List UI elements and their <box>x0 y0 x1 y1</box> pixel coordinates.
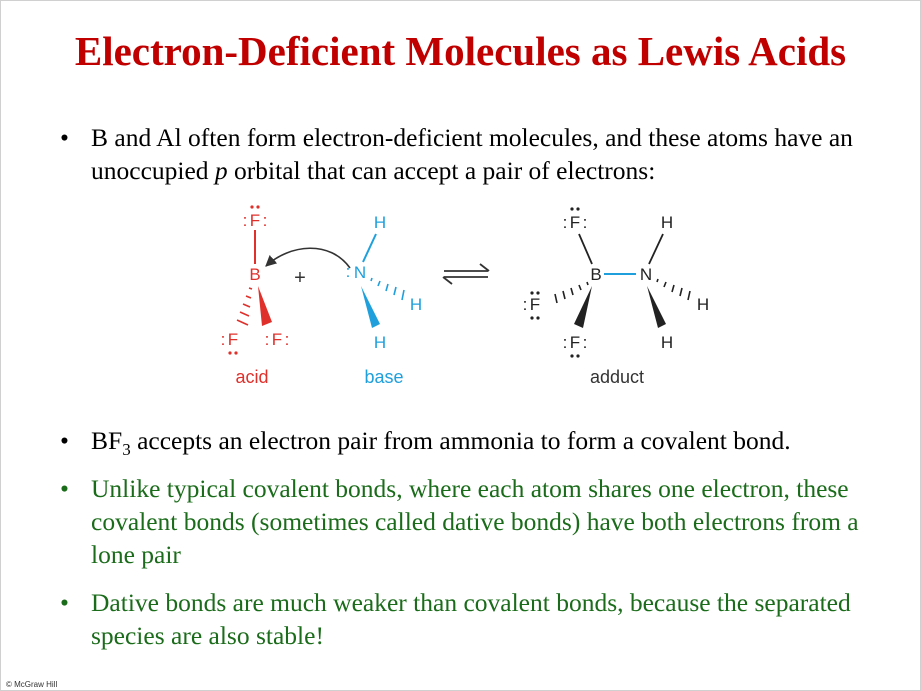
lone-pair-dots: : <box>220 330 226 349</box>
label-acid: acid <box>235 367 269 387</box>
lone-pair-dot <box>536 316 539 319</box>
reaction-scheme-svg <box>200 200 740 400</box>
wedge-bond-b-f-right <box>258 286 272 326</box>
adduct-f3b-nh3 <box>523 207 710 387</box>
bullet-4 <box>60 586 860 652</box>
atom-h-top: H <box>373 213 387 232</box>
atom-f-left: F <box>227 330 239 349</box>
bullet-2 <box>60 424 860 466</box>
lone-pair-dots: : <box>242 211 248 230</box>
atom-h-right: H <box>409 295 423 314</box>
bullet-text <box>91 424 860 466</box>
atom-f-left: F <box>529 295 541 314</box>
lone-pair-dots: : <box>262 211 268 230</box>
hashed-bond-n-h-right <box>657 279 690 300</box>
bond-n-h-top <box>649 234 663 264</box>
hashed-bond-b-f-left <box>237 288 252 325</box>
bond-b-f-top <box>579 234 592 264</box>
acid-bf3 <box>221 205 290 387</box>
lone-pair-dot <box>576 207 579 210</box>
atom-b: B <box>590 265 602 284</box>
copyright-notice: © McGraw Hill <box>6 680 58 689</box>
lone-pair-dot <box>530 316 533 319</box>
hashed-bond-n-h-right <box>371 278 404 300</box>
bond-n-h-top <box>363 234 376 262</box>
formula-subscript: 3 <box>122 440 131 460</box>
lone-pair-dots: : <box>345 262 351 281</box>
bullet-text <box>91 121 860 187</box>
bullet-text-part: accepts an electron pair from ammonia to form a covalent bond. <box>130 426 791 455</box>
lone-pair-dots: : <box>264 330 270 349</box>
lone-pair-dots: : <box>284 330 290 349</box>
curved-arrow-icon <box>266 248 350 268</box>
label-adduct: adduct <box>589 367 645 387</box>
lone-pair-dot <box>250 205 253 208</box>
bullet-text-part: orbital that can accept a pair of electrons: <box>227 156 656 185</box>
atom-n: N <box>639 265 653 284</box>
lone-pair-dot <box>570 207 573 210</box>
bullet-1 <box>60 121 860 187</box>
wedge-bond-b-f-bottom <box>574 286 592 328</box>
lone-pair-dots: : <box>582 213 588 232</box>
bullet-marker: • <box>60 426 69 455</box>
plus-sign: + <box>294 267 306 289</box>
label-base: base <box>364 367 404 387</box>
lone-pair-dot <box>256 205 259 208</box>
lone-pair-dots: : <box>522 295 528 314</box>
atom-f-bottom: F <box>569 333 581 352</box>
wedge-bond-n-h-bottom <box>647 286 666 328</box>
lone-pair-dots: : <box>562 213 568 232</box>
wedge-bond-n-h-bottom <box>361 286 380 328</box>
lone-pair-dot <box>234 351 237 354</box>
atom-h-bottom: H <box>373 333 387 352</box>
bullet-marker: • <box>60 474 69 503</box>
lone-pair-dot <box>530 291 533 294</box>
slide-title: Electron-Deficient Molecules as Lewis Acids <box>74 28 847 74</box>
atom-h-right: H <box>696 295 710 314</box>
atom-h-top: H <box>660 213 674 232</box>
lone-pair-dot <box>228 351 231 354</box>
bullet-text: Dative bonds are much weaker than covalent bonds, because the separated species are also stable! <box>91 588 851 650</box>
lone-pair-dot <box>536 291 539 294</box>
base-nh3 <box>346 213 423 387</box>
atom-n: N <box>353 263 367 282</box>
hashed-bond-b-f-left <box>555 282 588 303</box>
lewis-acid-base-diagram <box>200 200 740 400</box>
atom-f-top: F <box>249 211 261 230</box>
atom-f-top: F <box>569 213 581 232</box>
equilibrium-arrows-icon <box>443 264 489 284</box>
bullet-text-part: B and Al often form electron-deficient molecules, and these atoms have an unoccupied <box>91 123 853 185</box>
bullet-text: Unlike typical covalent bonds, where each atom shares one electron, these covalent bonds (sometimes called dative bonds) have both electrons from a lone pair <box>91 474 859 569</box>
lone-pair-dot <box>576 354 579 357</box>
bullet-marker: • <box>60 123 69 152</box>
atom-f-right: F <box>271 330 283 349</box>
lone-pair-dots: : <box>582 333 588 352</box>
formula-bf3: BF <box>91 426 123 455</box>
lone-pair-dots: : <box>562 333 568 352</box>
p-orbital-italic: p <box>214 156 228 185</box>
atom-h-bottom: H <box>660 333 674 352</box>
bullet-3 <box>60 472 860 571</box>
bullet-marker: • <box>60 588 69 617</box>
lone-pair-dot <box>570 354 573 357</box>
atom-b: B <box>249 265 261 284</box>
